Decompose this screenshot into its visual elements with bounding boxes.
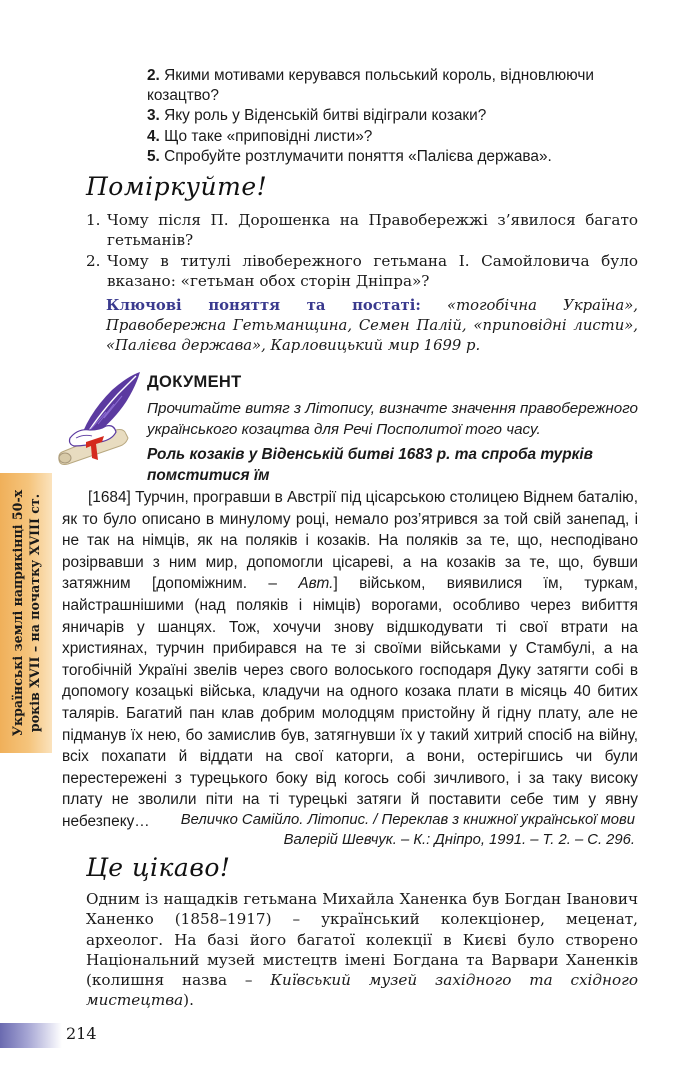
think-question-number: 2. (86, 251, 101, 270)
chapter-title-line: років XVII – на початку XVIII ст. (27, 493, 42, 733)
interesting-text-italic: Київський музей західного та східного мистецтва (86, 971, 638, 1010)
document-body-text: [1684] Турчин, програвши в Австрії під цісарською столицею Віднем баталію, як то було описано в минулому році, немало роз’ятрився за той свій занепад, і не так на німців, як на поляків і козаків. На поляків за те, що, несподівано розірвавши з ним мир, допомогли цісареві, а на козаків за те, що, бувши затяжним [допоміжним. – (62, 489, 638, 593)
chapter-title-line: Українські землі наприкінці 50-х (10, 489, 25, 737)
page-number-bar (0, 1023, 62, 1048)
document-title: ДОКУМЕНТ (147, 373, 242, 391)
document-instruction: Прочитайте витяг з Літопису, визначте значення правобережного українського козацтва для Речі Посполитої того часу. (147, 400, 638, 438)
interesting-text-part: ). (183, 991, 194, 1010)
think-question-number: 1. (86, 211, 101, 229)
interesting-text-part: Одним із нащадків гетьмана Михайла Ханенка був Богдан Іванович Ханенко (1858–1917) – український колекціонер, меценат, археолог. На базі його багатої колекції в Києві було створено Національний музей мистецтв імені Богдана та Варвари Ханенків (колишня назва – (86, 890, 638, 990)
question-text: Спробуйте розтлумачити поняття «Палієва держава». (164, 147, 552, 165)
question-item (147, 127, 637, 147)
key-concepts-label: Ключові поняття та постаті: (106, 297, 421, 314)
question-number: 3. (147, 107, 160, 125)
question-number: 4. (147, 127, 160, 145)
think-questions (86, 210, 638, 291)
document-body-text: ] військом, виявилися їм, туркам, найстрашнішими (над поляків і німців) ворогами, особливо через вибиття яничарів у шанцях. Тож, хочучи знову відшкодувати ті свої втрати на християнах, турчин прибирався на те зі своїми військами у Стамбулі, а на тогобічній Україні звелів через свого волоського господаря Дуку затягти собі в допомогу козацькі війська, кладучи на одного козака плати в місяць 40 битих талярів. Багатий пан клав добрим молодцям пристойну й гідну плату, але не підманув їх нею, бо замислив був, затягнувши їх у такий хитрий спосіб на війну, всіх похапати й віддати на свої каторги, а вони, остерігшись чи були перестережені з турецького боку від когось собі зичливого, і за таку високу плату не зволили піти на ті турецькі затяги й поставити себе тим у явну небезпеку… (62, 575, 639, 830)
document-source (120, 810, 635, 850)
think-question-item (86, 210, 638, 251)
document-body-author-note: Авт. (298, 575, 334, 593)
quill-scroll-icon (56, 368, 146, 468)
question-item (147, 66, 637, 106)
question-item (147, 106, 637, 126)
document-source-line: Величко Самійло. Літопис. / Переклав з книжної української мови (180, 812, 635, 828)
document-source-line: Валерій Шевчук. – К.: Дніпро, 1991. – Т. 2. – С. 296. (283, 832, 635, 848)
chapter-side-tab (0, 473, 52, 753)
document-body (62, 487, 638, 833)
think-question-item (86, 251, 638, 292)
key-concepts-text: «тогобічна Україна», Правобережна Гетьманщина, Семен Палій, «приповідні листи», «Палієва держава», Карловицький мир 1699 р. (106, 297, 639, 354)
question-number: 2. (147, 67, 160, 84)
think-question-text: Чому після П. Дорошенка на Правобережжі з’явилося багато гетьманів? (107, 211, 638, 250)
question-text: Що таке «приповідні листи»? (164, 127, 373, 145)
page-number: 214 (66, 1024, 97, 1043)
think-question-text: Чому в титулі лівобережного гетьмана І. Самойловича було вказано: «гетьман обох сторін Дніпра»? (107, 251, 638, 290)
chapter-side-tab-text (9, 475, 43, 751)
key-concepts (106, 296, 638, 356)
review-questions (147, 66, 637, 167)
think-heading: Поміркуйте! (86, 172, 268, 201)
question-number: 5. (147, 147, 160, 165)
question-text: Яку роль у Віденській битві відіграли козаки? (164, 107, 487, 125)
document-subtitle: Роль козаків у Віденській битві 1683 р. та спроба турків помститися їм (147, 446, 593, 484)
question-text: Якими мотивами керувався польський король, відновлюючи козацтво? (147, 67, 594, 105)
interesting-heading: Це цікаво! (86, 853, 231, 882)
interesting-text (86, 889, 638, 1011)
question-item (147, 147, 637, 167)
